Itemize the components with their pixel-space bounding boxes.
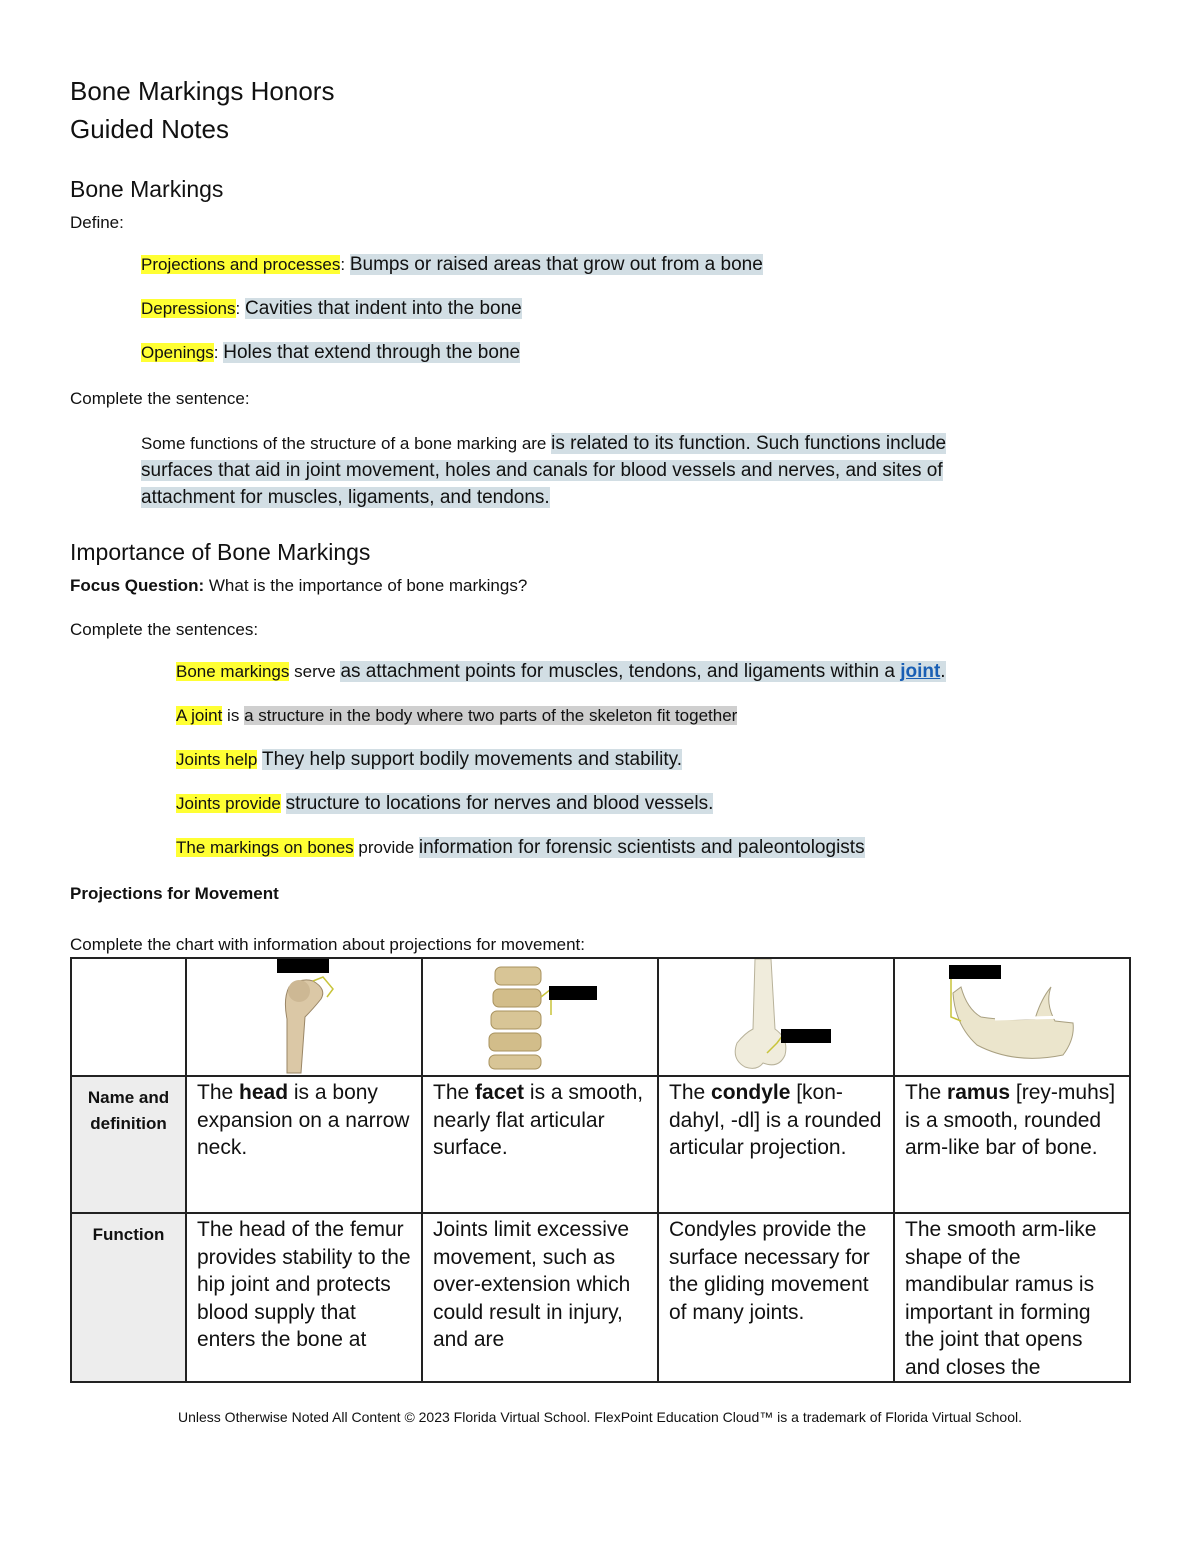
joint-link[interactable]: joint: [900, 661, 941, 682]
section-heading-bone-markings: Bone Markings: [70, 176, 224, 202]
define-label: Define:: [70, 213, 124, 232]
function-ramus: The smooth arm-like shape of the mandibular ramus is important in forming the joint that opens and closes the: [894, 1213, 1130, 1382]
function-condyle: Condyles provide the surface necessary for the gliding movement of many joints.: [658, 1213, 894, 1382]
function-facet: Joints limit excessive movement, such as over-extension which could result in injury, and are: [422, 1213, 658, 1382]
mandible-ramus-icon: [895, 959, 1130, 1075]
projections-chart: [70, 957, 1131, 1383]
ramus-label-box: [949, 965, 1001, 979]
femur-condyle-icon: [659, 959, 894, 1075]
doc-subtitle: Guided Notes: [70, 114, 229, 144]
femur-head-image-cell: [186, 958, 422, 1076]
definition-row: [71, 1076, 1130, 1213]
function-head: The head of the femur provides stability to the hip joint and protects blood supply that enters the bone at: [186, 1213, 422, 1382]
answer-depressions: Cavities that indent into the bone: [244, 298, 522, 319]
doc-title: Bone Markings Honors: [70, 76, 335, 106]
sentence-joints-provide: Joints provide structure to locations for nerves and blood vessels.: [176, 793, 714, 814]
complete-sentence-label: Complete the sentence:: [70, 389, 250, 408]
facet-label-box: [549, 986, 597, 1000]
row-header-name-definition: Name and definition: [71, 1076, 186, 1213]
term-projections: Projections and processes: [141, 255, 341, 274]
chart-corner-cell: [71, 958, 186, 1076]
chart-prompt: Complete the chart with information about projections for movement:: [70, 935, 585, 954]
term-openings: Openings: [141, 343, 214, 362]
sentence-a-joint: A joint is a structure in the body where two parts of the skeleton fit together: [176, 706, 738, 725]
sentence-bone-marking-functions: Some functions of the structure of a bone marking are is related to its function. Such functions include surfaces that aid in joint movement, holes and canals for blood vessels and nerves, and sites of attachment for muscles, ligaments, and tendons.: [141, 433, 947, 508]
answer-projections: Bumps or raised areas that grow out from a bone: [349, 254, 763, 275]
page-footer: Unless Otherwise Noted All Content © 2023 Florida Virtual School. FlexPoint Education Cloud™ is a trademark of Florida Virtual School.: [178, 1409, 1022, 1425]
definition-condyle: The condyle [kon-dahyl, -dl] is a rounded articular projection.: [658, 1076, 894, 1213]
answer-openings: Holes that extend through the bone: [223, 342, 521, 363]
define-item-depressions: Depressions: Cavities that indent into the bone: [141, 298, 522, 319]
row-header-function: Function: [71, 1213, 186, 1382]
complete-sentences-label: Complete the sentences:: [70, 620, 259, 639]
define-item-projections: Projections and processes: Bumps or raised areas that grow out from a bone: [141, 254, 763, 275]
definition-facet: The facet is a smooth, nearly flat articular surface.: [422, 1076, 658, 1213]
term-depressions: Depressions: [141, 299, 236, 318]
vertebral-column-icon: [423, 959, 658, 1075]
function-row: [71, 1213, 1130, 1382]
sentence-joints-help: Joints help They help support bodily movements and stability.: [176, 749, 682, 770]
focus-question: Focus Question: What is the importance of bone markings?: [70, 576, 528, 595]
sentence-markings-provide: The markings on bones provide information for forensic scientists and paleontologists: [176, 837, 865, 858]
section-heading-projections: Projections for Movement: [70, 884, 279, 903]
define-item-openings: Openings: Holes that extend through the bone: [141, 342, 521, 363]
definition-ramus: The ramus [rey-muhs] is a smooth, rounded arm-like bar of bone.: [894, 1076, 1130, 1213]
condyle-label-box: [781, 1029, 831, 1043]
condyle-image-cell: [658, 958, 894, 1076]
ramus-image-cell: [894, 958, 1130, 1076]
femur-head-label-box: [277, 959, 329, 973]
sentence-bone-markings-serve: Bone markings serve as attachment points for muscles, tendons, and ligaments within a joint.: [176, 661, 946, 682]
image-row: [71, 958, 1130, 1076]
vertebra-image-cell: [422, 958, 658, 1076]
femur-head-icon: [187, 959, 422, 1075]
section-heading-importance: Importance of Bone Markings: [70, 539, 371, 565]
definition-head: The head is a bony expansion on a narrow neck.: [186, 1076, 422, 1213]
